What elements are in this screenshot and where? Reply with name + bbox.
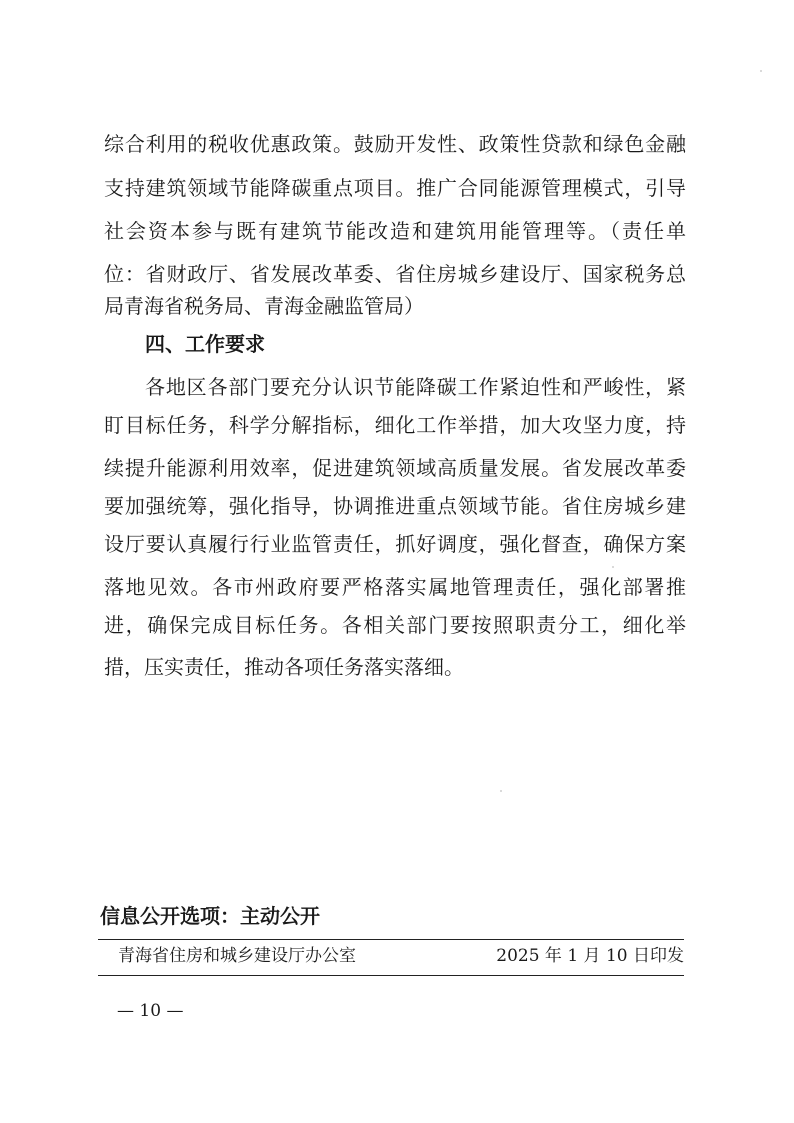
body-line: 位：省财政厅、省发展改革委、省住房城乡建设厅、国家税务总 [104, 262, 686, 286]
paragraph-line: 各地区各部门要充分认识节能降碳工作紧迫性和严峻性，紧 [145, 375, 686, 399]
scan-speck [500, 790, 502, 792]
paragraph-line: 设厅要认真履行行业监管责任，抓好调度，强化督查，确保方案 [104, 532, 686, 556]
scan-speck [760, 70, 762, 72]
footer-top-rule [98, 939, 684, 940]
scan-speck [612, 566, 614, 568]
paragraph-line: 落地见效。各市州政府要严格落实属地管理责任，强化部署推 [104, 575, 686, 599]
paragraph-line: 进，确保完成目标任务。各相关部门要按照职责分工，细化举 [104, 613, 686, 637]
footer-bottom-rule [98, 975, 684, 976]
paragraph-line: 续提升能源利用效率，促进建筑领域高质量发展。省发展改革委 [104, 456, 686, 480]
paragraph-line: 盯目标任务，科学分解指标，细化工作举措，加大攻坚力度，持 [104, 413, 686, 437]
disclosure-option: 信息公开选项：主动公开 [100, 904, 320, 928]
body-line: 综合利用的税收优惠政策。鼓励开发性、政策性贷款和绿色金融 [104, 132, 686, 156]
page-number: — 10 — [117, 1001, 184, 1021]
body-line: 局青海省税务局、青海金融监管局） [104, 294, 424, 318]
section-heading: 四、工作要求 [145, 332, 265, 356]
paragraph-line: 措，压实责任，推动各项任务落实落细。 [104, 655, 464, 679]
issuing-office: 青海省住房和城乡建设厅办公室 [118, 946, 356, 966]
body-line: 支持建筑领域节能降碳重点项目。推广合同能源管理模式，引导 [104, 176, 686, 200]
body-line: 社会资本参与既有建筑节能改造和建筑用能管理等。（责任单 [104, 219, 686, 243]
print-date: 2025 年 1 月 10 日印发 [496, 946, 684, 966]
paragraph-line: 要加强统筹，强化指导，协调推进重点领域节能。省住房城乡建 [104, 494, 686, 518]
